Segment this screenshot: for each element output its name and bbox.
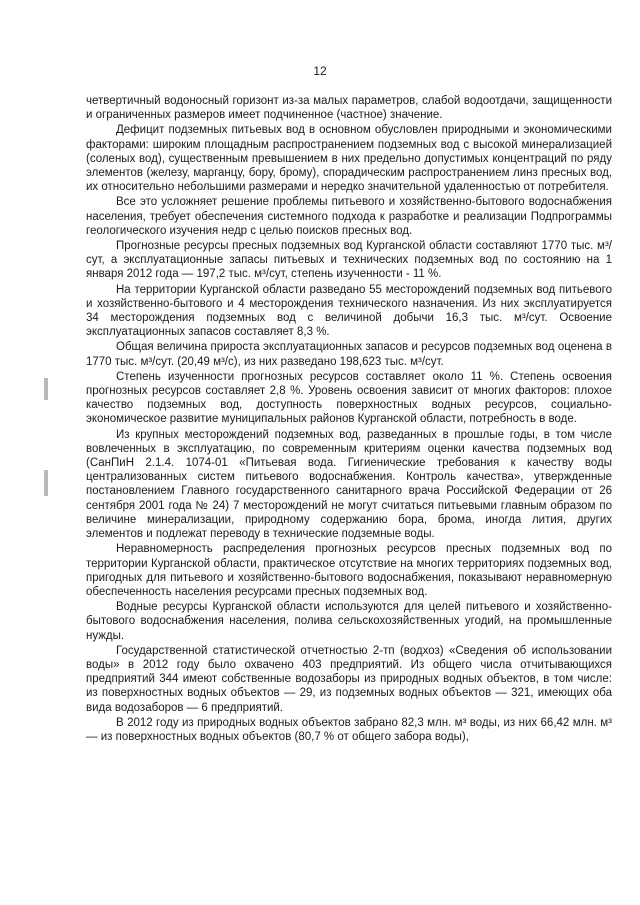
paragraph: Из крупных месторождений подземных вод, разведанных в прошлые годы, в том числе вовлеченных в эксплуатацию, по современным критериям оценки качества подземных вод (СанПиН 2.1.4. 1074-01 «Питьевая вода. Гигиенические требования к качеству воды централизованных систем питьевого водоснабжения. Контроль качества», утвержденные постановлением Главного государственного санитарного врача Российской Федерации от 26 сентября 2001 года № 24) 7 месторождений не могут считаться питьевыми главным образом по величине минерализации, природному содержанию бора, брома, иногда лития, других элементов и подлежат переводу в технические подземные воды.	[86, 428, 612, 541]
paragraph: Водные ресурсы Курганской области используются для целей питьевого и хозяйственно-бытового водоснабжения населения, полива сельскохозяйственных угодий, на промышленные нужды.	[86, 601, 612, 642]
scan-mark	[44, 470, 48, 496]
page-number: 12	[313, 64, 327, 78]
paragraph: Государственной статистической отчетностью 2-тп (водхоз) «Сведения об использовании воды» в 2012 году было охвачено 403 предприятий. Из общего числа отчитывающихся предприятий 344 имеют собственные водозаборы из природных водных объектов, в том числе: из поверхностных водных объектов — 29, из подземных водных объектов — 321, имеющих оба вида водозаборов — 6 предприятий.	[86, 644, 612, 714]
paragraph: Неравномерность распределения прогнозных ресурсов пресных подземных вод по территории Курганской области, практическое отсутствие на многих территориях подземных вод, пригодных для питьевого и хозяйственно-бытового водоснабжения, показывают неравномерную обеспеченность населения ресурсами пресных подземных вод.	[86, 543, 612, 598]
paragraph: Все это усложняет решение проблемы питьевого и хозяйственно-бытового водоснабжения населения, требует обеспечения системного подхода к разработке и реализации Подпрограммы геологического изучения недр с целью поисков пресных вод.	[86, 196, 612, 237]
paragraph: На территории Курганской области разведано 55 месторождений подземных вод питьевого и хозяйственно-бытового и 4 месторождения технического назначения. Из них эксплуатируется 34 месторождения подземных вод с величиной добычи 16,3 тыс. м³/сут. Освоение эксплуатационных запасов составляет 8,3 %.	[86, 283, 612, 339]
paragraph: Степень изученности прогнозных ресурсов составляет около 11 %. Степень освоения прогнозных ресурсов составляет 2,8 %. Уровень освоения зависит от многих факторов: плохое качество подземных вод, доступность поверхностных водных ресурсов, социально-экономическое развитие муниципальных районов Курганской области, потребность в воде.	[86, 370, 612, 426]
paragraph: В 2012 году из природных водных объектов забрано 82,3 млн. м³ воды, из них 66,42 млн. м³ — из поверхностных водных объектов (80,7 % от общего забора воды),	[86, 716, 612, 743]
scan-mark	[44, 378, 48, 400]
paragraph: Дефицит подземных питьевых вод в основном обусловлен природными и экономическими факторами: широким площадным распространением подземных вод с высокой минерализацией (соленых вод), существенным превышением в них предельно допустимых концентраций по ряду элементов (железу, марганцу, бору, брому), спорадическим распространением линз пресных вод, их относительно небольшими размерами и нередко значительной удаленностью от потребителя.	[86, 124, 612, 194]
body-text	[86, 94, 612, 745]
paragraph: четвертичный водоносный горизонт из-за малых параметров, слабой водоотдачи, защищенности и ограниченных размеров имеет подчиненное (частное) значение.	[86, 95, 612, 122]
paragraph: Прогнозные ресурсы пресных подземных вод Курганской области составляют 1770 тыс. м³/сут, а эксплуатационные запасы питьевых и технических подземных вод по состоянию на 1 января 2012 года — 197,2 тыс. м³/сут, степень изученности - 11 %.	[86, 240, 612, 281]
paragraph: Общая величина прироста эксплуатационных запасов и ресурсов подземных вод оценена в 1770 тыс. м³/сут. (20,49 м³/с), из них разведано 198,623 тыс. м³/сут.	[86, 341, 612, 368]
